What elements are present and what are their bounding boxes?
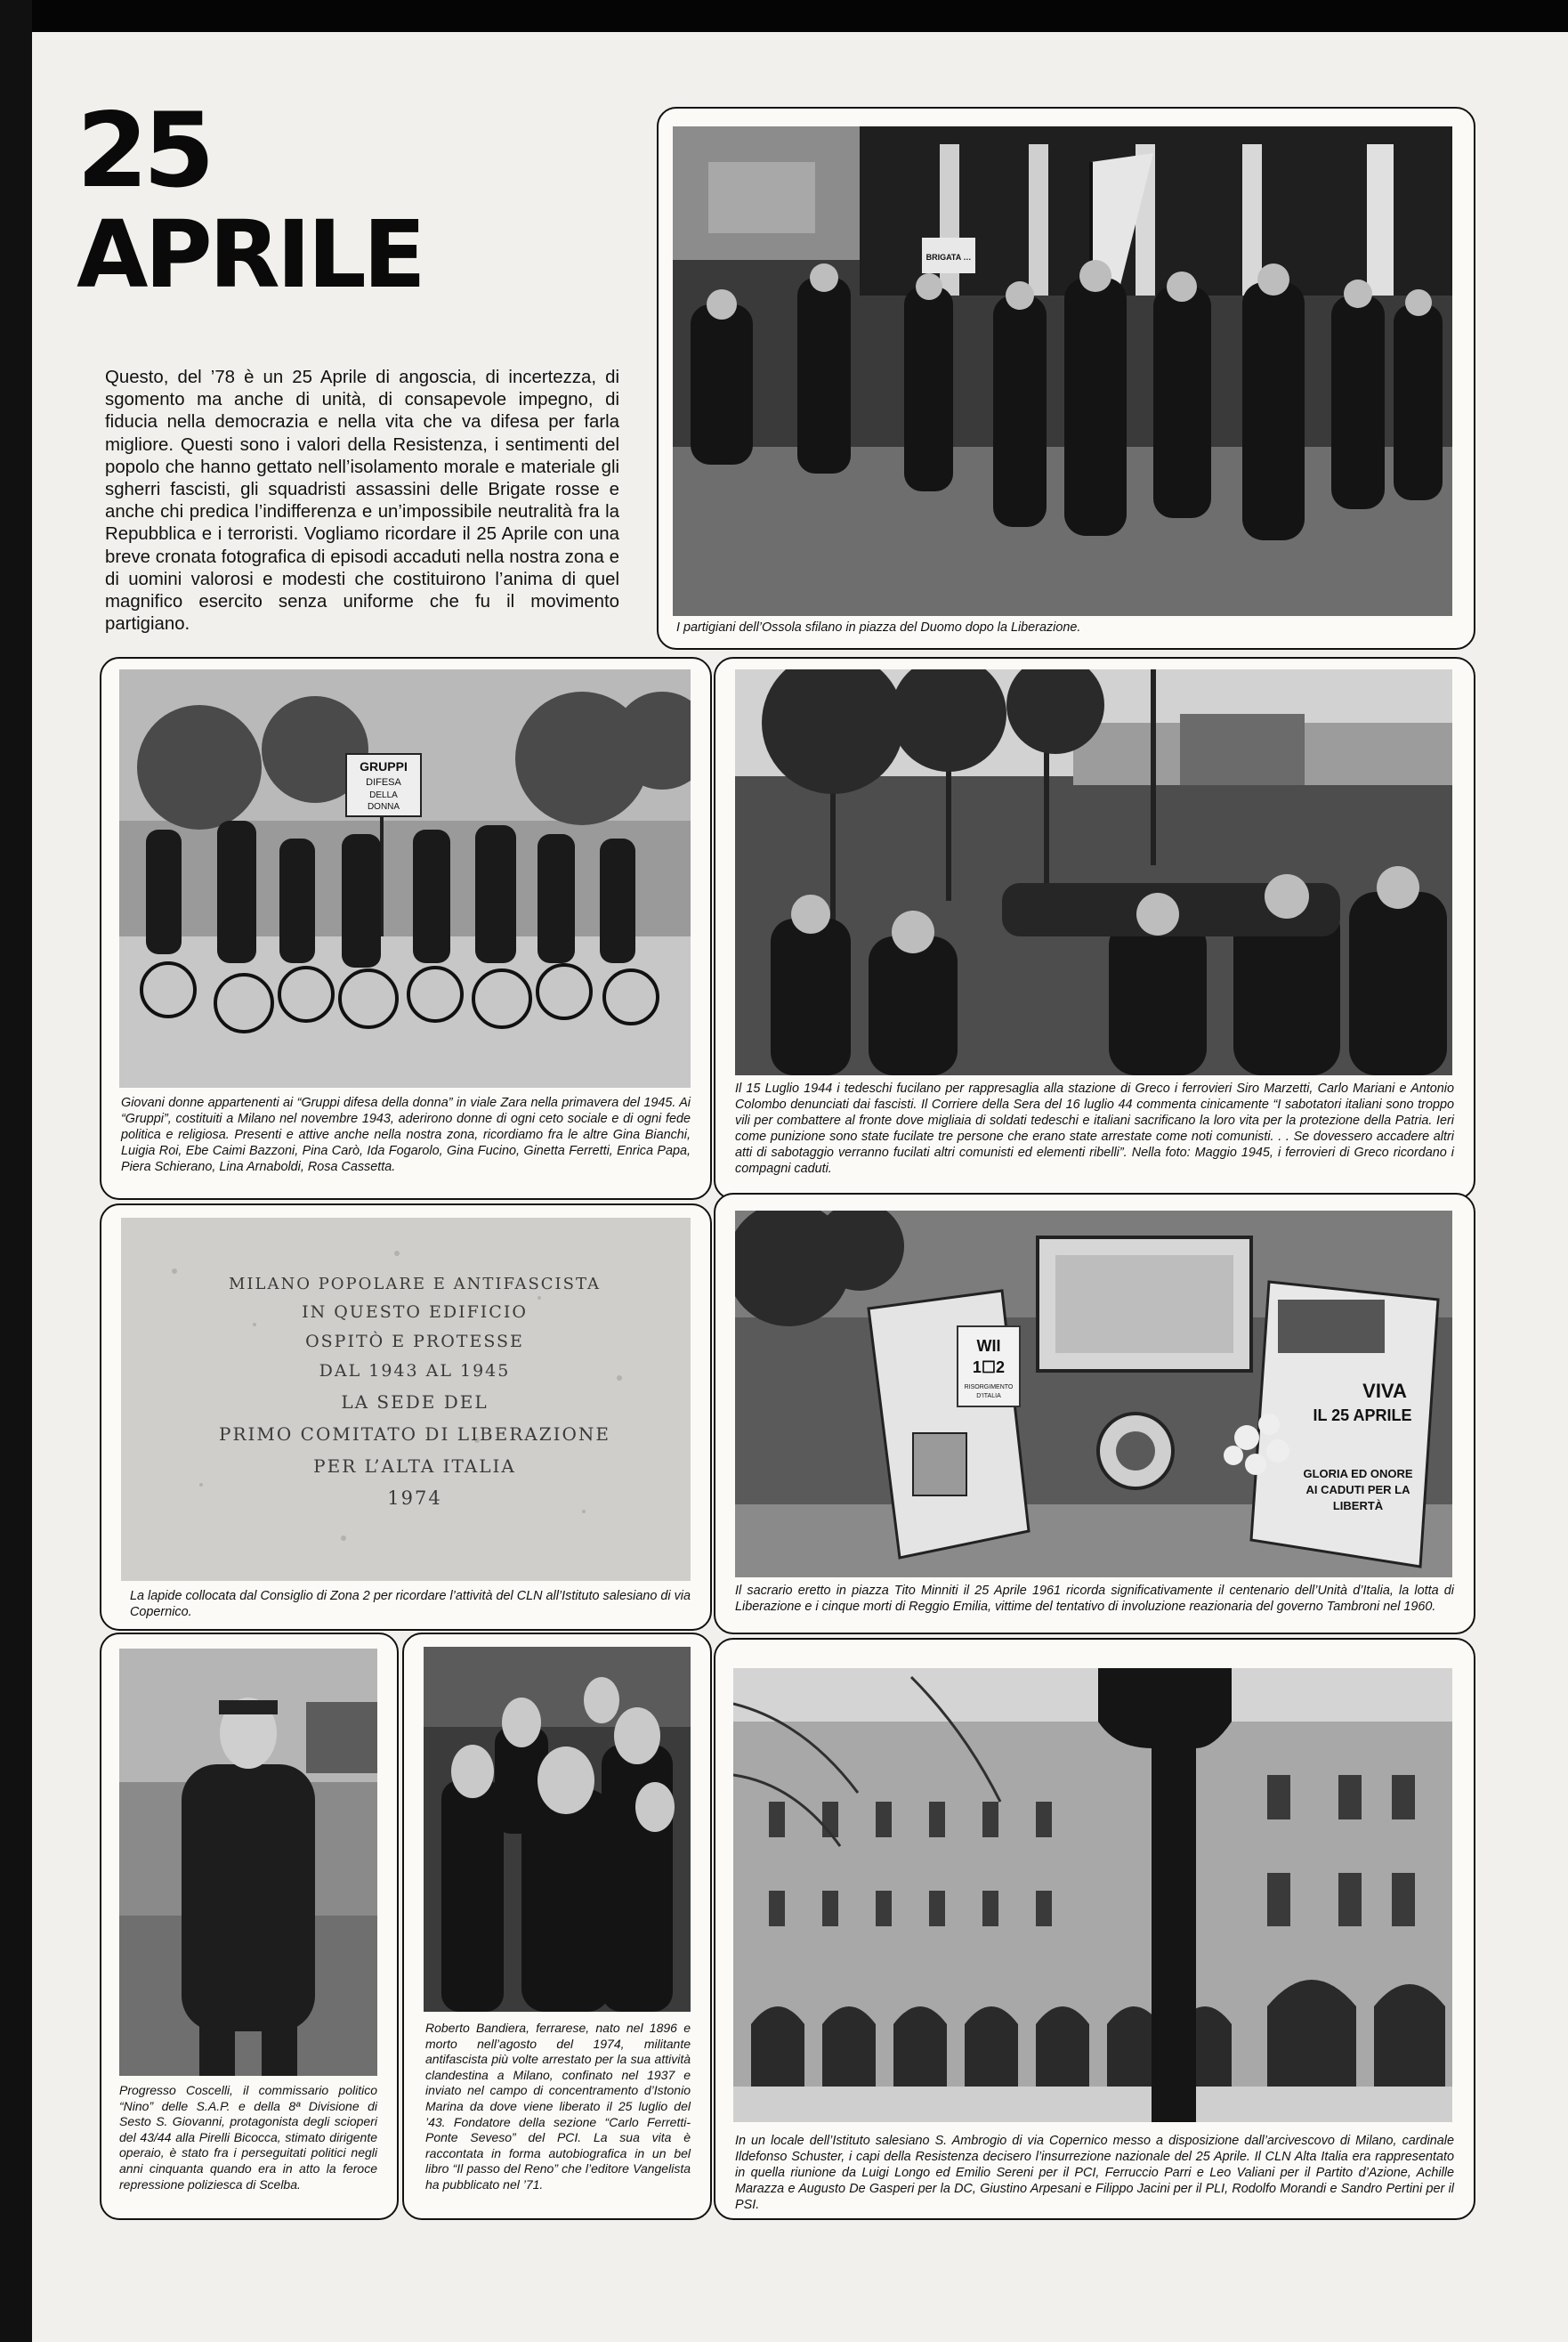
caption-sacrario: Il sacrario eretto in piazza Tito Minniti il 25 Aprile 1961 ricorda significativamente il centenario dell’Unità d’Italia, la lotta di Liberazione e i cinque morti di Reggio Emilia, vittime del tentativo di involuzione reazionaria del governo Tambroni nel 1960. [735, 1584, 1454, 1614]
sacrario-left-line-1: WII [976, 1337, 1001, 1355]
photo-sacrario [735, 1211, 1452, 1577]
masthead-number: 25 [77, 91, 210, 211]
coscelli-illustration [119, 1649, 377, 2076]
lapide-line-3: OSPITÒ E PROTESSE [305, 1332, 524, 1351]
bandiera-illustration [424, 1647, 691, 2012]
lapide-line-4: DAL 1943 AL 1945 [319, 1361, 511, 1381]
sacrario-right-line-4: AI CADUTI PER LA [1305, 1483, 1410, 1496]
sacrario-right-line-5: LIBERTÀ [1332, 1499, 1384, 1512]
lapide-line-7: PER L’ALTA ITALIA [313, 1455, 516, 1477]
sacrario-left-line-4: D’ITALIA [976, 1393, 1001, 1399]
photo-istituto [733, 1668, 1452, 2122]
caption-ossola: I partigiani dell’Ossola sfilano in piazza del Duomo dopo la Liberazione. [676, 620, 1081, 635]
photo-coscelli [119, 1649, 377, 2076]
caption-lapide: La lapide collocata dal Consiglio di Zona 2 per ricordare l’attività del CLN all’Istituto salesiano di via Copernico. [130, 1589, 691, 1619]
donne-sign-line-3: DELLA [369, 790, 398, 800]
photo-bandiera [424, 1647, 691, 2012]
sacrario-right-line-1: VIVA [1362, 1380, 1407, 1402]
caption-donne: Giovani donne appartenenti ai “Gruppi difesa della donna” in viale Zara nella primavera del 1945. Ai “Gruppi”, costituiti a Milano nel novembre 1943, aderirono donne di ogni ceto sociale e di ogni fede politica e religiosa. Presenti e attive anche nella nostra zona, ricordiamo fra le altre Gina Bianchi, Luigia Roi, Ebe Caimi Bazzoni, Pina Carò, Ida Fogarolo, Gina Fucino, Ginetta Ferretti, Enrica Papa, Piera Schierano, Lina Arnaboldi, Rosa Cassetta. [121, 1096, 691, 1174]
caption-coscelli: Progresso Coscelli, il commissario politico “Nino” delle S.A.P. e della 8ª Divisione di Sesto S. Giovanni, protagonista degli scioperi del 43/44 alla Pirelli Bicocca, stimato dirigente operaio, è stato fra i perseguitati politici negli anni cinquanta quando era in atto la feroce repressione poliziesca di Scelba. [119, 2083, 377, 2192]
photo-ossola-parade [673, 126, 1452, 616]
caption-istituto: In un locale dell’Istituto salesiano S. Ambrogio di via Copernico messo a disposizione dall’arcivescovo di Milano, cardinale Ildefonso Schuster, i capi della Resistenza decisero l’insurrezione nazionale del 25 Aprile. Il CLN Alta Italia era rappresentato in quella riunione da Luigi Longo ed Emilio Sereni per il PCI, Ferruccio Parri e Leo Valiani per il Partito d’Azione, Achille Marazza e Augusto De Gasperi per la DC, Giustino Arpesani e Filippo Jacini per il PLI, Rodolfo Morandi e Sandro Pertini per il PSI. [735, 2134, 1454, 2212]
photo-lapide [121, 1218, 691, 1581]
intro-paragraph: Questo, del ’78 è un 25 Aprile di angoscia, di incertezza, di sgomento ma anche di unità, di consapevole impegno, di fiducia nella democrazia e nella vita che va difesa per farla migliore. Questi sono i valori della Resistenza, i sentimenti del popolo che hanno gettato nell’isolamento morale e materiale gli sgherri fascisti, gli squadristi assassini delle Brigate rosse e anche chi predica l’indifferenza e un’impossibile neutralità fra la Repubblica e i terroristi. Vogliamo ricordare il 25 Aprile con una breve cronata fotografica di episodi accaduti nella nostra zona e di uomini valorosi e modesti che costituirono l’anima di quel magnifico esercito senza uniforme che fu il movimento partigiano. [105, 368, 619, 635]
caption-bandiera: Roberto Bandiera, ferrarese, nato nel 1896 e morto nell’agosto del 1974, militante antifascista più volte arrestato per la sua attività clandestina a Milano, confinato nel 1937 e inviato nel campo di concentramento d’Istonio Marina da dove viene liberato il 25 luglio del ’43. Fondatore della sezione “Carlo Ferretti-Ponte Seveso” del PCI. La sua vita è raccontata in forma autobiografica in un bel libro “Il passo del Reno” che l’editore Vangelista ha pubblicato nel ’71. [425, 2021, 691, 2192]
lapide-line-8: 1974 [387, 1487, 442, 1509]
lapide-line-6: PRIMO COMITATO DI LIBERAZIONE [219, 1423, 610, 1445]
greco-railway-illustration [735, 669, 1452, 1075]
sacrario-right-line-3: GLORIA ED ONORE [1303, 1467, 1413, 1480]
masthead [77, 91, 557, 309]
donne-sign-line-4: DONNA [367, 802, 400, 812]
lapide-illustration [121, 1218, 691, 1581]
masthead-title: APRILE [77, 200, 423, 309]
photo-donne-cyclists [119, 669, 691, 1088]
istituto-illustration [733, 1668, 1452, 2122]
lapide-line-2: IN QUESTO EDIFICIO [302, 1302, 528, 1322]
photo-greco-railway [735, 669, 1452, 1075]
sacrario-left-line-3: RISORGIMENTO [964, 1384, 1014, 1390]
donne-sign-line-1: GRUPPI [360, 759, 408, 774]
left-border [0, 0, 32, 2342]
ossola-sign-text: BRIGATA … [925, 253, 972, 262]
caption-greco: Il 15 Luglio 1944 i tedeschi fucilano per rappresaglia alla stazione di Greco i ferrovieri Siro Marzetti, Carlo Mariani e Antonio Colombo denunciati dai fascisti. Il Corriere della Sera del 16 luglio 44 commenta cinicamente “I sabotatori italiani sono troppo vili per combattere al fronte dove migliaia di soldati tedeschi e italiani sacrificano la loro vita per la protezione della Patria. Ieri come punizione sono state fucilate tre persone che erano state arrestate come noti comunisti. . . Se dovessero accadere altri atti di sabotaggio verranno fucilati altri comunisti ed elementi ribelli”. Nella foto: Maggio 1945, i ferrovieri di Greco ricordano i compagni caduti. [735, 1082, 1454, 1176]
top-border [0, 0, 1568, 32]
sacrario-left-line-2: 1☐2 [972, 1358, 1006, 1376]
sacrario-right-line-2: IL 25 APRILE [1313, 1406, 1412, 1424]
ossola-parade-illustration [673, 126, 1452, 616]
donne-sign-line-2: DIFESA [366, 777, 401, 788]
lapide-line-1: MILANO POPOLARE E ANTIFASCISTA [228, 1275, 602, 1293]
donne-cyclists-illustration [119, 669, 691, 1088]
lapide-line-5: LA SEDE DEL [341, 1391, 489, 1413]
sacrario-illustration [735, 1211, 1452, 1577]
